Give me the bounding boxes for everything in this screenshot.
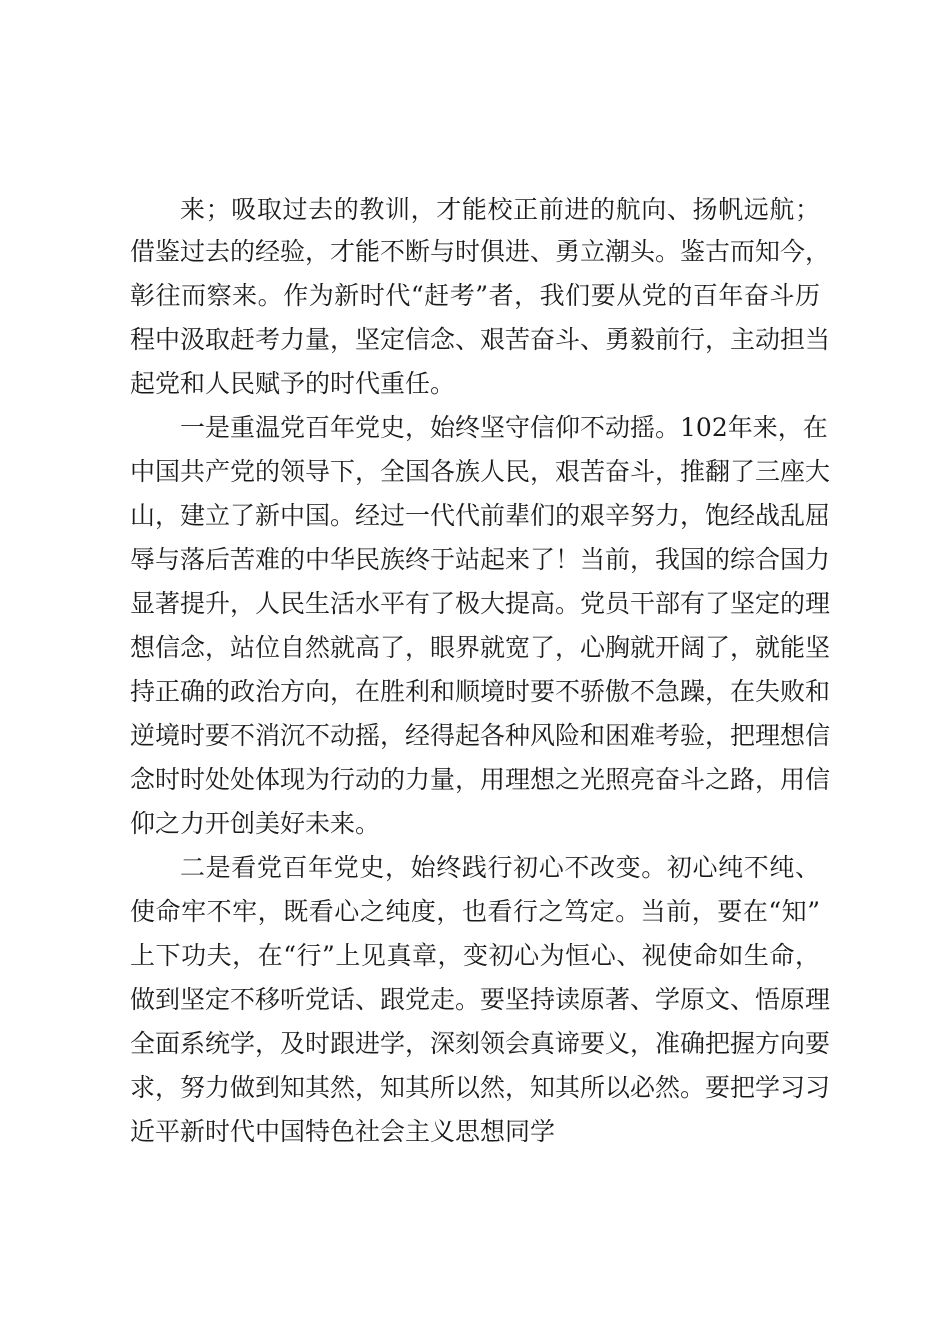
paragraph-1-line-5: 起党和人民赋予的时代重任。	[130, 369, 456, 398]
paragraph-1-line-3: 彰往而察来。作为新时代“赶考”者，我们要从党的百年奋斗历	[130, 281, 820, 310]
paragraph-3-line-4: 做到坚定不移听党话、跟党走。要坚持读原著、学原文、悟原理	[130, 985, 831, 1014]
paragraph-3-line-6: 求，努力做到知其然，知其所以然，知其所以必然。要把学习习	[130, 1073, 831, 1102]
paragraph-2-line-4: 辱与落后苦难的中华民族终于站起来了！当前，我国的综合国力	[130, 545, 831, 574]
paragraph-2-line-9: 念时时处处体现为行动的力量，用理想之光照亮奋斗之路，用信	[130, 765, 831, 794]
paragraph-3-line-7: 近平新时代中国特色社会主义思想同学	[130, 1117, 556, 1146]
paragraph-2-line-10: 仰之力开创美好未来。	[130, 809, 381, 838]
paragraph-3-line-2: 使命牢不牢，既看心之纯度，也看行之笃定。当前，要在“知”	[130, 897, 820, 926]
paragraph-2-line-7: 持正确的政治方向，在胜利和顺境时要不骄傲不急躁，在失败和	[130, 677, 831, 706]
paragraph-2-line-2: 中国共产党的领导下，全国各族人民，艰苦奋斗，推翻了三座大	[130, 457, 831, 486]
paragraph-2-line-5: 显著提升，人民生活水平有了极大提高。党员干部有了坚定的理	[130, 589, 831, 618]
paragraph-2-line-3: 山，建立了新中国。经过一代代前辈们的艰辛努力，饱经战乱屈	[130, 501, 831, 530]
paragraph-3-line-1: 二是看党百年党史，始终践行初心不改变。初心纯不纯、	[180, 853, 820, 882]
paragraph-2-line-1: 一是重温党百年党史，始终坚守信仰不动摇。102年来，在	[180, 413, 828, 442]
paragraph-1-line-4: 程中汲取赶考力量，坚定信念、艰苦奋斗、勇毅前行，主动担当	[130, 325, 831, 354]
paragraph-1-line-1: 来；吸取过去的教训，才能校正前进的航向、扬帆远航；	[180, 195, 820, 224]
paragraph-3-line-3: 上下功夫，在“行”上见真章，变初心为恒心、视使命如生命，	[130, 941, 820, 970]
paragraph-2-line-8: 逆境时要不消沉不动摇，经得起各种风险和困难考验，把理想信	[130, 721, 831, 750]
paragraph-2-line-6: 想信念，站位自然就高了，眼界就宽了，心胸就开阔了，就能坚	[130, 633, 831, 662]
paragraph-1-line-2: 借鉴过去的经验，才能不断与时俱进、勇立潮头。鉴古而知今，	[130, 237, 831, 266]
paragraph-3-line-5: 全面系统学，及时跟进学，深刻领会真谛要义，准确把握方向要	[130, 1029, 831, 1058]
